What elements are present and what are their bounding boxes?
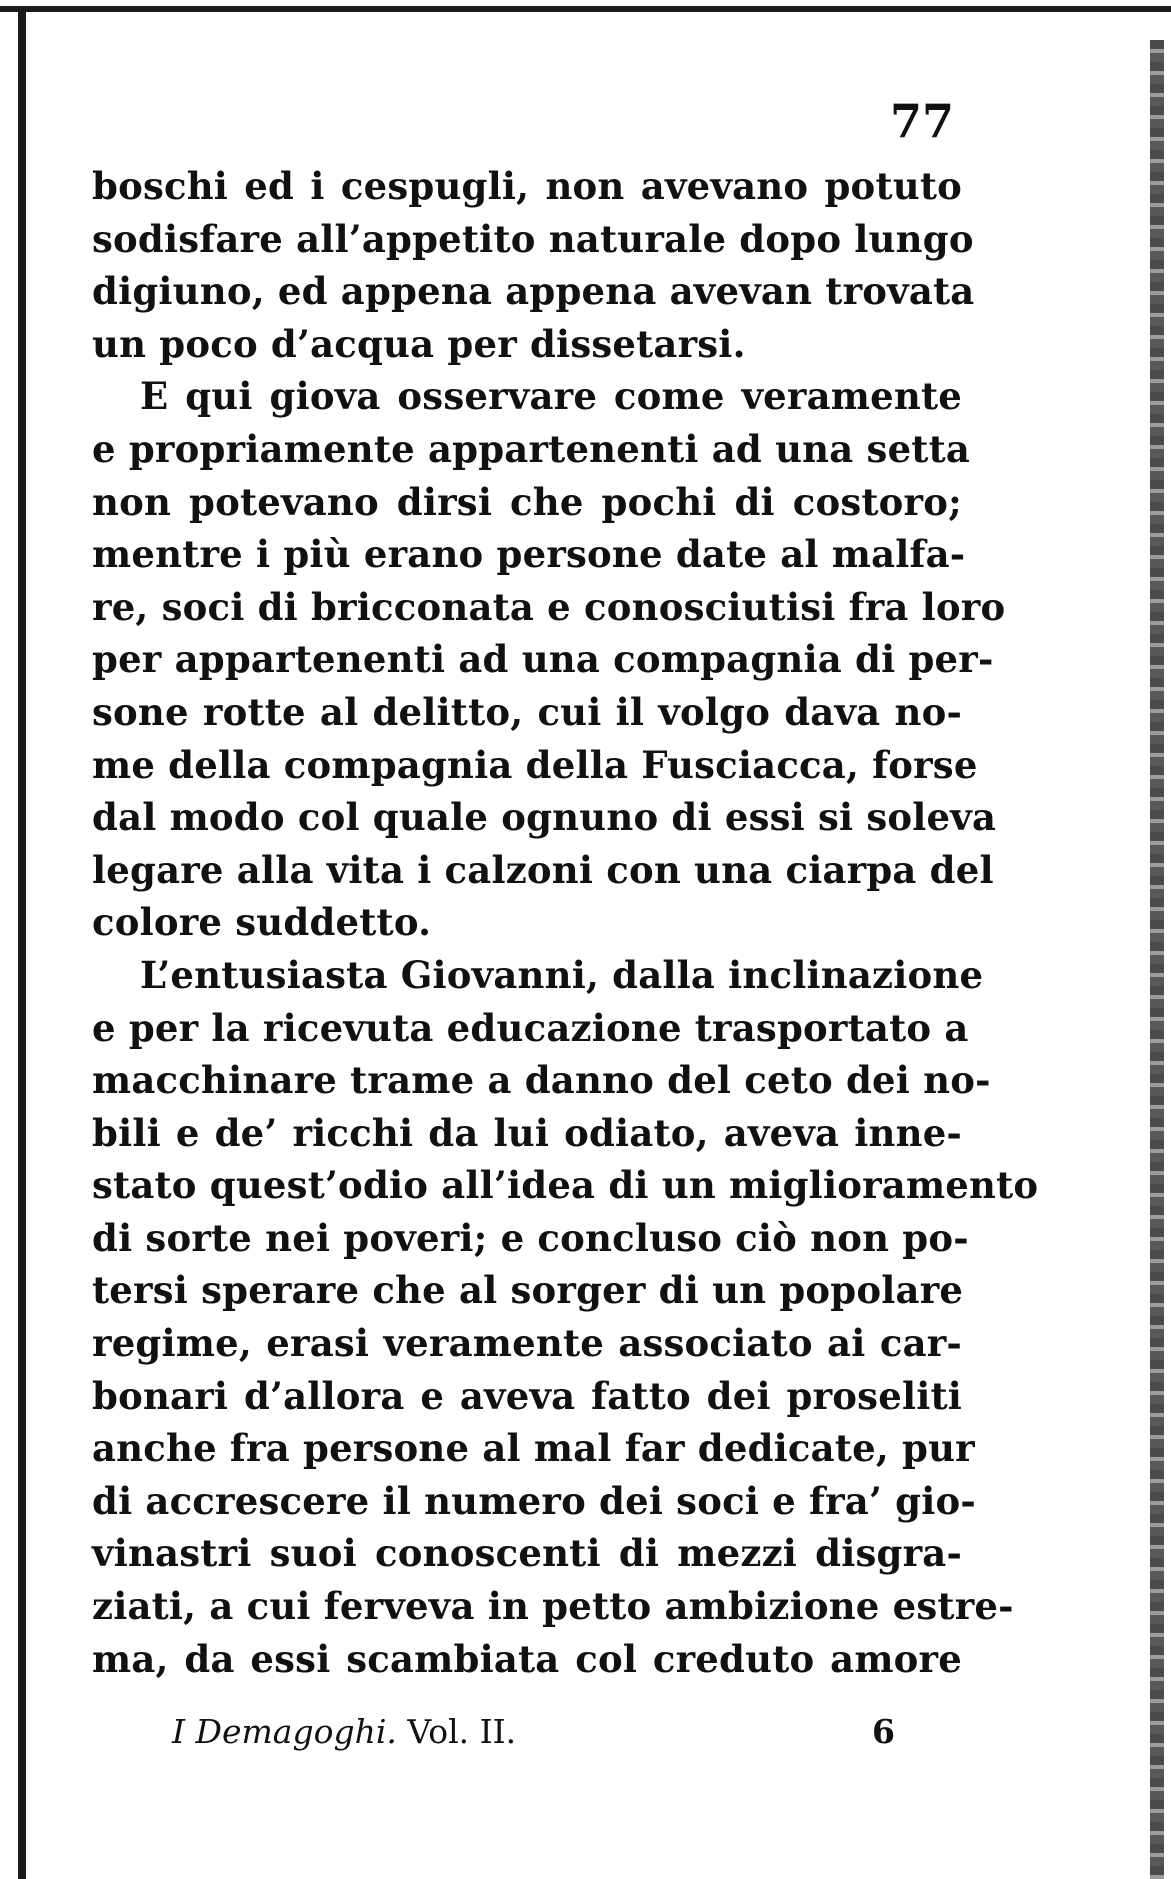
- footer-volume: Vol. II.: [407, 1712, 517, 1751]
- text-line: ma, da essi scambiata col creduto amore: [92, 1636, 962, 1681]
- text-line: macchinare trame a danno del ceto dei no-: [92, 1058, 991, 1103]
- page-top-edge: [0, 6, 1171, 12]
- text-line: sodisfare all’appetito naturale dopo lungo: [92, 216, 974, 261]
- text-line: dal modo col quale ognuno di essi si soleva: [92, 795, 997, 840]
- text-line: legare alla vita i calzoni con una ciarpa del: [92, 847, 994, 892]
- text-line: regime, erasi veramente associato ai car-: [92, 1321, 962, 1366]
- text-line: re, soci di bricconata e conosciutisi fra loro: [92, 584, 1006, 629]
- page-number: 77: [890, 94, 955, 148]
- page-right-edge: [1150, 40, 1164, 1879]
- text-line: E qui giova osservare come veramente: [140, 374, 962, 419]
- text-line: me della compagnia della Fusciacca, forse: [92, 742, 978, 787]
- text-line: ziati, a cui ferveva in petto ambizione estre-: [92, 1584, 1014, 1629]
- text-line: anche fra persone al mal far dedicate, pur: [92, 1426, 975, 1471]
- text-line: non potevano dirsi che pochi di costoro;: [92, 479, 962, 524]
- text-line: per appartenenti ad una compagnia di per-: [92, 637, 994, 682]
- page-footer: [172, 1712, 895, 1752]
- footer-title: I Demagoghi.: [172, 1712, 397, 1751]
- text-line: bonari d’allora e aveva fatto dei proseliti: [92, 1373, 962, 1418]
- text-line: colore suddetto.: [92, 900, 432, 945]
- text-line: bili e de’ ricchi da lui odiato, aveva inne-: [92, 1110, 962, 1155]
- text-line: vinastri suoi conoscenti di mezzi disgra-: [92, 1531, 962, 1576]
- text-line: e propriamente appartenenti ad una setta: [92, 426, 971, 471]
- text-line: di sorte nei poveri; e concluso ciò non po-: [92, 1215, 969, 1260]
- text-line: tersi sperare che al sorger di un popolare: [92, 1268, 964, 1313]
- text-line: e per la ricevuta educazione trasportato a: [92, 1005, 969, 1050]
- page-left-edge: [18, 10, 26, 1879]
- text-line: di accrescere il numero dei soci e fra’ gio-: [92, 1478, 976, 1523]
- text-line: boschi ed i cespugli, non avevano potuto: [92, 164, 962, 208]
- text-line: stato quest’odio all’idea di un miglioramento: [92, 1163, 1039, 1208]
- body-text: [92, 160, 1039, 1685]
- text-line: mentre i più erano persone date al malfa-: [92, 532, 966, 577]
- text-line: digiuno, ed appena appena avevan trovata: [92, 269, 975, 314]
- text-line: L’entusiasta Giovanni, dalla inclinazione: [140, 952, 984, 997]
- signature-mark: 6: [872, 1712, 895, 1751]
- text-line: sone rotte al delitto, cui il volgo dava no-: [92, 689, 962, 734]
- text-line: un poco d’acqua per dissetarsi.: [92, 321, 746, 366]
